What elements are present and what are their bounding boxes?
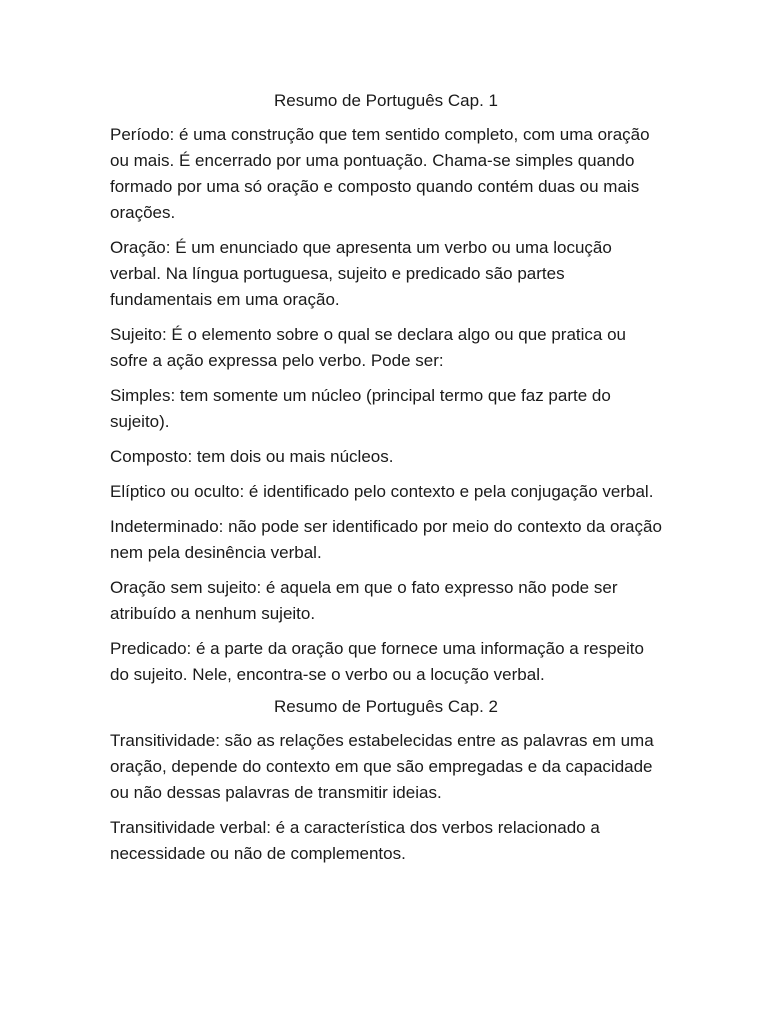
paragraph-sujeito: Sujeito: É o elemento sobre o qual se declara algo ou que pratica ou sofre a ação expressa pelo verbo. Pode ser: <box>110 325 627 370</box>
paragraph-oracao-sem-sujeito: Oração sem sujeito: é aquela em que o fato expresso não pode ser atribuído a nenhum sujeito. <box>110 578 618 623</box>
paragraph-predicado: Predicado: é a parte da oração que fornece uma informação a respeito do sujeito. Nele, encontra-se o verbo ou a locução verbal. <box>110 639 644 684</box>
paragraph-periodo: Período: é uma construção que tem sentido completo, com uma oração ou mais. É encerrado por uma pontuação. Chama-se simples quando formado por uma só oração e composto quando contém duas ou mais orações. <box>110 125 650 222</box>
paragraph-simples: Simples: tem somente um núcleo (principal termo que faz parte do sujeito). <box>110 386 611 431</box>
paragraph-indeterminado: Indeterminado: não pode ser identificado por meio do contexto da oração nem pela desinência verbal. <box>110 517 662 562</box>
document-page <box>110 88 662 876</box>
paragraph-eliptico: Elíptico ou oculto: é identificado pelo contexto e pela conjugação verbal. <box>110 482 654 501</box>
section-title-cap-1: Resumo de Português Cap. 1 <box>274 91 498 110</box>
section-title-cap-2: Resumo de Português Cap. 2 <box>274 697 498 716</box>
paragraph-composto: Composto: tem dois ou mais núcleos. <box>110 447 394 466</box>
paragraph-oracao: Oração: É um enunciado que apresenta um verbo ou uma locução verbal. Na língua portuguesa, sujeito e predicado são partes fundamentais em uma oração. <box>110 238 612 309</box>
paragraph-transitividade: Transitividade: são as relações estabelecidas entre as palavras em uma oração, depende do contexto em que são empregadas e da capacidade ou não dessas palavras de transmitir ideias. <box>110 731 654 802</box>
paragraph-transitividade-verbal: Transitividade verbal: é a característica dos verbos relacionado a necessidade ou não de complementos. <box>110 818 600 863</box>
